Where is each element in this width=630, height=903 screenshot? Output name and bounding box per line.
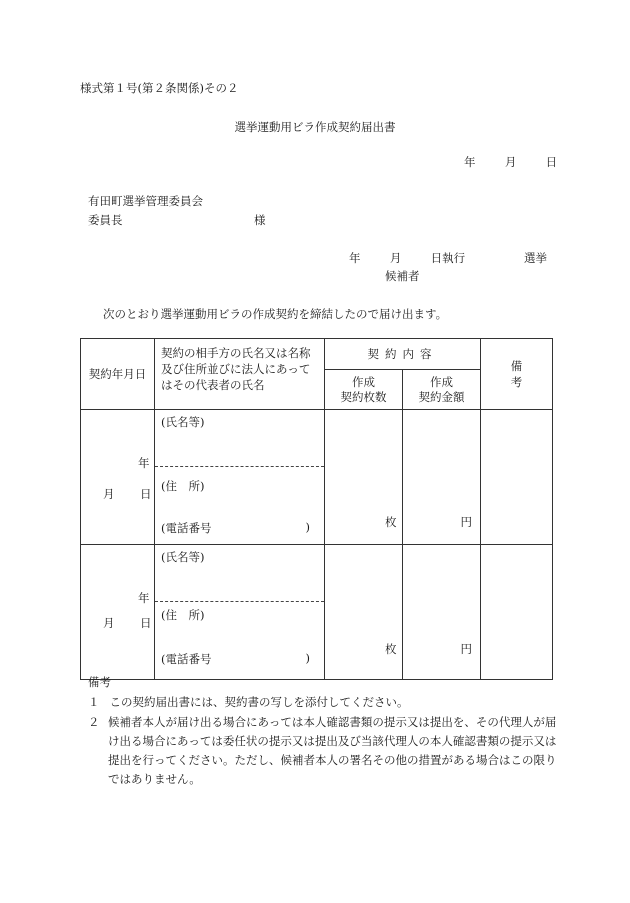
contract-party-cell[interactable] (155, 545, 325, 680)
dashed-divider (155, 466, 324, 467)
date-day-label: 日 (545, 155, 558, 169)
note-item (88, 713, 558, 789)
party-address-label: (住 所) (161, 608, 205, 622)
col-contract-date: 契約年月日 (81, 339, 155, 410)
sheet-count-cell[interactable] (325, 410, 403, 545)
party-phone-close: ) (305, 651, 310, 665)
party-phone-label: (電話番号 (161, 521, 212, 535)
party-phone-close: ) (305, 520, 310, 534)
sheet-unit: 枚 (385, 642, 397, 656)
note-text: この契約届出書には、契約書の写しを添付してください。 (109, 695, 409, 709)
note-number: ２ (88, 715, 100, 729)
amount-cell[interactable] (403, 545, 481, 680)
day-label: 日 (140, 487, 152, 501)
month-label: 月 (103, 487, 115, 501)
col-remarks: 備考 (481, 339, 553, 410)
col-contract-party: 契約の相手方の氏名又は名称及び住所並びに法人にあってはその代表者の氏名 (155, 339, 325, 410)
election-month-label: 月 (389, 251, 402, 265)
addressee-committee: 有田町選挙管理委員会 (88, 194, 203, 208)
yen-unit: 円 (460, 515, 472, 529)
dashed-divider (155, 601, 324, 602)
contract-table (80, 338, 553, 680)
note-item (88, 694, 409, 710)
party-name-label: (氏名等) (161, 415, 205, 429)
year-label: 年 (138, 456, 150, 470)
note-number: １ (88, 695, 100, 709)
note-text: 候補者本人が届け出る場合にあっては本人確認書類の提示又は提出を、その代理人が届け出る場合にあっては委任状の提示又は提出及び当該代理人の本人確認書類の提示又は提出を行ってください。ただし、候補者本人の署名その他の措置がある場合はこの限りではありません。 (108, 715, 557, 786)
party-phone-label: (電話番号 (161, 652, 212, 666)
sheet-unit: 枚 (385, 515, 397, 529)
form-number: 様式第１号(第２条関係)その２ (80, 81, 239, 95)
date-month-label: 月 (504, 155, 517, 169)
election-date (349, 250, 465, 266)
remarks-cell[interactable] (481, 410, 553, 545)
date-year-label: 年 (464, 155, 476, 169)
table-row (81, 545, 553, 680)
document-title: 選挙運動用ビラ作成契約届出書 (234, 120, 396, 134)
election-type: 選挙 (524, 251, 547, 265)
notes-title: 備考 (88, 675, 111, 689)
yen-unit: 円 (460, 642, 472, 656)
day-label: 日 (140, 616, 152, 630)
election-year-label: 年 (349, 251, 361, 265)
remarks-cell[interactable] (481, 545, 553, 680)
year-label: 年 (138, 591, 150, 605)
table-row (81, 410, 553, 545)
addressee-honorific: 様 (254, 213, 266, 227)
contract-date-cell[interactable] (81, 410, 155, 545)
sheet-count-cell[interactable] (325, 545, 403, 680)
candidate-label: 候補者 (385, 269, 420, 283)
amount-cell[interactable] (403, 410, 481, 545)
table-header-row (81, 339, 553, 370)
contract-party-cell[interactable] (155, 410, 325, 545)
party-address-label: (住 所) (161, 479, 205, 493)
submission-date (464, 154, 557, 170)
contract-date-cell[interactable] (81, 545, 155, 680)
col-contract-content: 契約内容 (325, 339, 481, 370)
addressee-chair: 委員長 (88, 213, 123, 227)
party-name-label: (氏名等) (161, 550, 205, 564)
month-label: 月 (103, 616, 115, 630)
intro-text: 次のとおり選挙運動用ビラの作成契約を締結したので届け出ます。 (103, 307, 448, 321)
col-contract-amount: 作成 契約金額 (403, 370, 481, 410)
election-day-label: 日執行 (430, 251, 466, 265)
col-sheet-count: 作成 契約枚数 (325, 370, 403, 410)
